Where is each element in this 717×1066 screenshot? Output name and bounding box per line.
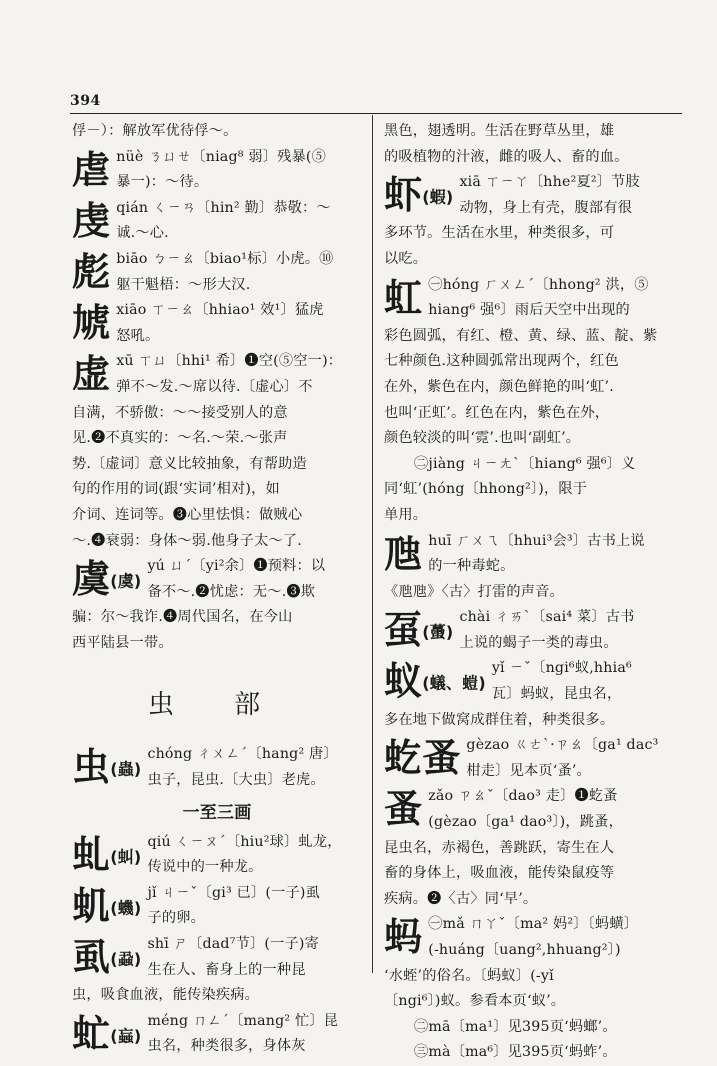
entry-line: qiú ㄑㄧㄡˊ〔hiu²球〕虬龙， xyxy=(147,833,342,850)
headword: 蚂 xyxy=(384,915,423,960)
dictionary-entry xyxy=(384,656,672,733)
dictionary-entry xyxy=(384,784,672,912)
stroke-count-heading: 一至三画 xyxy=(182,802,252,823)
entry-line: 《虺虺》〈古〉打雷的声音。 xyxy=(384,583,564,600)
entry-line: 子的卵。 xyxy=(147,910,205,927)
entry-line: 也叫‘正虹’。红色在内，紫色在外， xyxy=(384,404,610,421)
entry-line: 动物，身上有壳，腹部有很 xyxy=(459,199,633,216)
headword: 虬(虯) xyxy=(72,832,142,877)
entry-line: 瓦〕蚂蚁，昆虫名， xyxy=(491,686,622,703)
entry-line: 传说中的一种龙。 xyxy=(147,859,263,876)
right-column xyxy=(384,119,672,1066)
headword: 彪 xyxy=(72,249,111,294)
entry-line: 西平陆县一带。 xyxy=(72,634,173,651)
dictionary-entry xyxy=(72,196,362,247)
entry-line: 〔ngi⁶〕)蚁。参看本页‘蚁’。 xyxy=(384,993,566,1010)
entry-line: 自满，不骄傲：～～接受别人的意 xyxy=(72,404,288,421)
continued-line: 俘－）：解放军优待俘～。 xyxy=(72,123,238,139)
left-column xyxy=(72,119,362,1060)
dictionary-entry xyxy=(72,932,362,1009)
dictionary-entry xyxy=(384,605,672,656)
dictionary-entry xyxy=(72,830,362,881)
headword: 蚤 xyxy=(384,787,423,832)
headword: 虻(蝱) xyxy=(72,1011,142,1056)
dictionary-entry xyxy=(384,273,672,452)
dictionary-entry xyxy=(384,733,672,784)
dictionary-entry xyxy=(72,298,362,349)
entry-line: 备不～.❷忧虑：无～.❸欺 xyxy=(147,583,316,600)
entry-line: chài ㄔㄞˋ〔sai⁴ 菜〕古书 xyxy=(459,609,635,626)
entry-line: 柑走〕见本页‘蚤’。 xyxy=(466,762,591,779)
dictionary-entry xyxy=(384,1015,672,1066)
entry-line: yú ㄩˊ〔yi²余〕❶预料：以 xyxy=(147,558,326,575)
headword-variant: (虯) xyxy=(110,847,142,867)
section-title: 虫 部 xyxy=(147,690,287,721)
entry-line: 虫子，昆虫.〔大虫〕老虎。 xyxy=(147,772,325,789)
entry-line: 多在地下做窝成群住着，种类很多。 xyxy=(384,711,615,728)
headword: 虔 xyxy=(72,198,111,243)
entry-line: ㊀mǎ ㄇㄚˇ〔ma² 妈²〕〔蚂蟥〕 xyxy=(428,916,639,933)
headword: 虼蚤 xyxy=(384,736,461,781)
entry-line: ㊂mà〔ma⁶〕见395页‘蚂蚱’。 xyxy=(414,1044,617,1061)
entry-line: gèzao ㄍㄜˋ·ㄗㄠ〔ga¹ dac³ xyxy=(466,737,659,754)
headword-variant: (蝨) xyxy=(110,949,142,969)
entry-line: 在外，紫色在内，颜色鲜艳的叫‘虹’. xyxy=(384,378,614,395)
dictionary-entry xyxy=(384,170,672,272)
headword: 虱(蝨) xyxy=(72,935,142,980)
entry-line: huī ㄏㄨㄟ〔hhui³会³〕古书上说 xyxy=(428,532,645,549)
headword-variant: (蟣) xyxy=(110,898,142,918)
headword: 虐 xyxy=(72,147,111,192)
entry-line: 诚.～心. xyxy=(116,225,169,242)
headword: 虮(蟣) xyxy=(72,883,142,928)
dictionary-entry xyxy=(72,742,362,793)
entry-line: 句的作用的词(跟‘实词’相对)，如 xyxy=(72,481,280,498)
headword-variant: (蟻、螘) xyxy=(422,673,486,693)
entry-line: ‘水蛭’的俗名。〔蚂蚁〕(-yǐ xyxy=(384,967,554,984)
entry-line: 暴一)：～待。 xyxy=(116,174,209,191)
entry-line: 介词、连词等。❸心里怯惧：做贼心 xyxy=(72,506,303,523)
dictionary-entry xyxy=(384,452,672,529)
dictionary-entry xyxy=(72,349,362,554)
headword-variant: (蠆) xyxy=(422,622,454,642)
entry-line: yǐ ㄧˇ〔ngi⁶蚁,hhia⁶ xyxy=(491,660,632,677)
entry-line: xiāo ㄒㄧㄠ〔hhiao¹ 效¹〕猛虎 xyxy=(116,302,324,319)
dictionary-entry xyxy=(72,881,362,932)
headword: 虓 xyxy=(72,301,111,346)
entry-line: ㊁mā〔ma¹〕见395页‘蚂螂’。 xyxy=(414,1018,617,1035)
headword: 虚 xyxy=(72,352,111,397)
headword: 虾(蝦) xyxy=(384,173,454,218)
entry-line: chóng ㄔㄨㄥˊ〔hang² 唐〕 xyxy=(147,746,338,763)
entry-line: zǎo ㄗㄠˇ〔dao³ 走〕❶虼蚤 xyxy=(428,788,618,805)
entry-line: 生在人、畜身上的一种昆 xyxy=(147,961,306,978)
headword: 虺 xyxy=(384,531,423,576)
entry-line: 骗：尔～我诈.❹周代国名，在今山 xyxy=(72,609,293,626)
entry-line: hiang⁶ 强⁶〕雨后天空中出现的 xyxy=(428,302,630,319)
entry-line: 以吃。 xyxy=(384,250,428,267)
entry-line: méng ㄇㄥˊ〔mang² 忙〕昆 xyxy=(147,1012,339,1029)
entry-line: ～.❹衰弱：身体～弱.他身子太～了. xyxy=(72,532,302,549)
entry-line: 虫，吸食血液，能传染疾病。 xyxy=(72,987,260,1004)
entry-line: 彩色圆弧，有红、橙、黄、绿、蓝、靛、紫 xyxy=(384,327,658,344)
entry-line: jǐ ㄐㄧˇ〔gi³ 已〕(一子)虱 xyxy=(147,884,320,901)
headword-variant: (蝦) xyxy=(422,187,454,207)
continued-line: 黑色，翅透明。生活在野草丛里，雄 xyxy=(384,123,615,139)
headword-variant: (蝱) xyxy=(110,1026,142,1046)
dictionary-entry xyxy=(384,580,672,606)
continued-line: 的吸植物的汁液，雌的吸人、畜的血。 xyxy=(384,148,629,165)
headword: 虫(蟲) xyxy=(72,745,142,790)
entry-line: ㊁jiàng ㄐㄧㄤˋ〔hiang⁶ 强⁶〕义 xyxy=(414,455,636,472)
entry-line: biāo ㄅㄧㄠ〔biao¹标〕小虎。⑩ xyxy=(116,250,334,267)
headword-variant: (蟲) xyxy=(110,759,142,779)
entry-line: 虫名，种类很多，身体灰 xyxy=(147,1038,306,1055)
entry-line: 的一种毒蛇。 xyxy=(428,558,515,575)
entry-line: 弹不～发.～席以待.〔虚心〕不 xyxy=(116,378,313,395)
entry-line: shī ㄕ〔dad⁷节〕(一子)寄 xyxy=(147,936,319,953)
entry-line: 七种颜色.这种圆弧常出现两个，红色 xyxy=(384,353,619,370)
dictionary-entry xyxy=(72,247,362,298)
headword-variant: (虞) xyxy=(110,571,142,591)
entry-line: 上说的蝎子一类的毒虫。 xyxy=(459,634,618,651)
column-divider xyxy=(372,115,373,973)
dictionary-entry xyxy=(72,554,362,656)
entry-line: 颜色较淡的叫‘霓’.也叫‘副虹’。 xyxy=(384,430,581,447)
entry-line: 怒吼。 xyxy=(116,327,160,344)
dictionary-entry xyxy=(384,529,672,580)
headword: 蚁(蟻、螘) xyxy=(384,659,486,704)
page-number: 394 xyxy=(70,93,101,109)
entry-line: 见.❷不真实的：～名.～荣.～张声 xyxy=(72,430,288,447)
headword: 虹 xyxy=(384,275,423,320)
entry-line: 疾病。❷〈古〉同‘早’。 xyxy=(384,890,538,907)
entry-line: 多环节。生活在水里，种类很多，可 xyxy=(384,225,615,242)
entry-line: 势.〔虚词〕意义比较抽象，有帮助造 xyxy=(72,455,307,472)
headword: 虿(蠆) xyxy=(384,608,454,653)
dictionary-entry xyxy=(72,1009,362,1060)
entry-line: nüè ㄋㄩㄝ〔niag⁸ 弱〕残暴(⑤ xyxy=(116,148,327,165)
entry-line: (gèzao〔ga¹ dao³〕)，跳蚤， xyxy=(428,814,623,831)
dictionary-entry xyxy=(384,912,672,1014)
entry-line: (-huáng〔uang²,hhuang²〕) xyxy=(428,942,621,958)
entry-line: 单用。 xyxy=(384,506,428,523)
entry-line: ㊀hóng ㄏㄨㄥˊ〔hhong² 洪，⑤ xyxy=(428,276,649,293)
entry-line: qián ㄑㄧㄢ〔hin² 勤〕恭敬：～ xyxy=(116,199,331,216)
entry-line: xiā ㄒㄧㄚ〔hhe²夏²〕节肢 xyxy=(459,174,640,191)
top-rule xyxy=(70,113,682,114)
headword: 虞(虞) xyxy=(72,557,142,602)
entry-line: 畜的身体上，吸血液，能传染鼠疫等 xyxy=(384,865,615,882)
entry-line: xū ㄒㄩ〔hhi¹ 希〕❶空(⑤空一)： xyxy=(116,353,343,370)
entry-line: 同‘虹’(hóng〔hhong²〕)，限于 xyxy=(384,481,588,498)
entry-line: 昆虫名，赤褐色，善跳跃，寄生在人 xyxy=(384,839,615,856)
dictionary-entry xyxy=(72,145,362,196)
entry-line: 躯干魁梧：～形大汉. xyxy=(116,276,251,293)
